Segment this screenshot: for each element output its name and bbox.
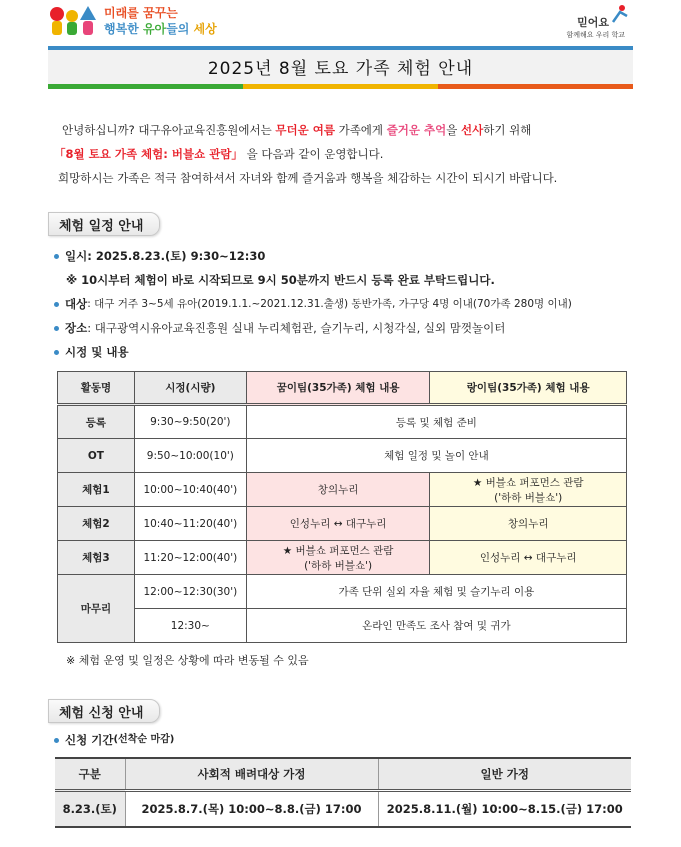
bullet-icon bbox=[54, 350, 59, 355]
table-row bbox=[58, 439, 627, 473]
table-header-row bbox=[58, 372, 627, 405]
cell-line: ★ 버블쇼 퍼포먼스 관람 bbox=[282, 544, 394, 557]
table-row bbox=[58, 507, 627, 541]
slogan-part: 행복한 bbox=[104, 22, 143, 36]
team-b-cell: 인성누리 ↔ 대구누리 bbox=[430, 541, 627, 575]
time-cell: 9:50~10:00(10') bbox=[134, 439, 246, 473]
item-label: 장소 bbox=[65, 321, 88, 335]
bullet-icon bbox=[54, 254, 59, 259]
time-cell: 10:40~11:20(40') bbox=[134, 507, 246, 541]
intro-text: 을 bbox=[446, 123, 462, 137]
list-item-place bbox=[54, 316, 572, 340]
team-a-cell bbox=[246, 541, 430, 575]
table-row bbox=[55, 790, 631, 827]
item-value: : 대구 거주 3~5세 유아(2019.1.1.~2021.12.31.출생) 동반가족, 가구당 4명 이내(70가족 280명 이내) bbox=[87, 298, 572, 310]
bullet-icon bbox=[54, 302, 59, 307]
header-cell: 구분 bbox=[55, 758, 125, 790]
content-cell: 가족 단위 실외 자율 체험 및 슬기누리 이용 bbox=[246, 575, 626, 609]
header-cell: 랑이팀(35가족) 체험 내용 bbox=[430, 372, 627, 405]
item-sub: (선착순 마감) bbox=[113, 734, 175, 745]
intro-line2 bbox=[54, 142, 639, 166]
header-cell: 꿈이팀(35가족) 체험 내용 bbox=[246, 372, 430, 405]
table-row bbox=[58, 541, 627, 575]
activity-cell: 마무리 bbox=[58, 575, 135, 643]
cell-line: ★ 버블쇼 퍼포먼스 관람 bbox=[472, 476, 584, 489]
schedule-table bbox=[57, 371, 627, 643]
item-label: 신청 기간 bbox=[65, 733, 114, 747]
list-item-date bbox=[54, 244, 572, 268]
intro-text: 가족에게 bbox=[334, 123, 387, 137]
item-label: 대상 bbox=[65, 297, 88, 311]
apply-table bbox=[55, 757, 631, 828]
list-item-schedule bbox=[54, 340, 572, 364]
intro-text: 희망하시는 가족은 적극 참여하셔서 자녀와 함께 즐거움과 행복을 체감하는 시간이 되시기 바랍니다. bbox=[58, 171, 558, 185]
time-cell: 12:00~12:30(30') bbox=[134, 575, 246, 609]
kids-mascot-icon bbox=[48, 4, 98, 38]
page-title: 2025년 8월 토요 가족 체험 안내 bbox=[207, 59, 474, 79]
intro-text: 을 다음과 같이 운영합니다. bbox=[246, 147, 384, 161]
slogan-part: 들의 bbox=[166, 22, 194, 36]
item-value: : 대구광역시유아교육진흥원 실내 누리체험관, 슬기누리, 시청각실, 실외 맘껏놀이터 bbox=[87, 321, 506, 335]
bar-green bbox=[48, 84, 243, 89]
section-tab-apply bbox=[48, 699, 160, 723]
activity-cell: OT bbox=[58, 439, 135, 473]
date-cell: 8.23.(토) bbox=[55, 790, 125, 827]
bullet-icon bbox=[54, 738, 59, 743]
content-cell: 온라인 만족도 조사 참여 및 귀가 bbox=[246, 609, 626, 643]
header-cell: 일반 가정 bbox=[378, 758, 631, 790]
bar-orange bbox=[438, 84, 633, 89]
bar-yellow bbox=[243, 84, 438, 89]
content-cell: 체험 일정 및 놀이 안내 bbox=[246, 439, 626, 473]
activity-cell: 체험3 bbox=[58, 541, 135, 575]
table-row bbox=[58, 473, 627, 507]
intro-line3 bbox=[54, 166, 639, 190]
section-tab-label: 체험 일정 안내 bbox=[59, 218, 144, 234]
header-cell: 사회적 배려대상 가정 bbox=[125, 758, 378, 790]
intro-highlight: 즐거운 추억 bbox=[386, 123, 447, 137]
cell-line: ('하하 버블쇼') bbox=[494, 491, 563, 504]
activity-cell: 체험1 bbox=[58, 473, 135, 507]
table-row bbox=[58, 405, 627, 439]
time-cell: 12:30~ bbox=[134, 609, 246, 643]
intro-highlight: 선사 bbox=[461, 123, 484, 137]
content-cell: 등록 및 체험 준비 bbox=[246, 405, 626, 439]
intro-highlight: 무더운 여름 bbox=[275, 123, 335, 137]
item-label: 시정 및 내용 bbox=[65, 345, 129, 359]
intro-text: 안녕하십니까? 대구유아교육진흥원에서는 bbox=[62, 123, 276, 137]
intro-line1 bbox=[54, 118, 639, 142]
activity-cell: 등록 bbox=[58, 405, 135, 439]
star-figure-icon bbox=[607, 4, 629, 24]
bullet-icon bbox=[54, 326, 59, 331]
item-value: : 2025.8.23.(토) 9:30~12:30 bbox=[87, 249, 266, 263]
activity-cell: 체험2 bbox=[58, 507, 135, 541]
team-b-cell: 창의누리 bbox=[430, 507, 627, 541]
slogan-line2 bbox=[104, 21, 217, 37]
title-color-bar bbox=[48, 84, 633, 89]
intro-text: 하기 위해 bbox=[483, 123, 532, 137]
general-period-cell: 2025.8.11.(월) 10:00~8.15.(금) 17:00 bbox=[378, 790, 631, 827]
time-cell: 9:30~9:50(20') bbox=[134, 405, 246, 439]
item-label: 일시 bbox=[65, 249, 88, 263]
apply-info-list bbox=[54, 728, 174, 752]
slogan-part: 세상 bbox=[193, 22, 217, 36]
team-a-cell: 창의누리 bbox=[246, 473, 430, 507]
header-slogan bbox=[104, 5, 217, 37]
title-bar bbox=[48, 46, 633, 86]
title-box bbox=[48, 50, 633, 86]
schedule-footnote: ※ 체험 운영 및 일정은 상황에 따라 변동될 수 있음 bbox=[66, 654, 309, 667]
slogan-part: 유아 bbox=[142, 22, 167, 36]
list-item-target bbox=[54, 292, 572, 316]
right-logo bbox=[566, 6, 625, 40]
intro-paragraph bbox=[54, 118, 639, 190]
table-row bbox=[58, 609, 627, 643]
right-logo-text: 믿어요 bbox=[577, 16, 609, 29]
schedule-info-list bbox=[54, 244, 572, 364]
header-cell: 활동명 bbox=[58, 372, 135, 405]
left-logo bbox=[48, 4, 217, 38]
team-a-cell: 인성누리 ↔ 대구누리 bbox=[246, 507, 430, 541]
team-b-cell bbox=[430, 473, 627, 507]
time-cell: 11:20~12:00(40') bbox=[134, 541, 246, 575]
time-cell: 10:00~10:40(40') bbox=[134, 473, 246, 507]
intro-highlight: 「8월 토요 가족 체험: 버블쇼 관람」 bbox=[54, 147, 243, 161]
section-tab-schedule bbox=[48, 212, 160, 236]
priority-period-cell: 2025.8.7.(목) 10:00~8.8.(금) 17:00 bbox=[125, 790, 378, 827]
right-logo-subtext: 함께해요 우리 학교 bbox=[566, 31, 625, 39]
table-row bbox=[58, 575, 627, 609]
list-item-period bbox=[54, 728, 174, 752]
list-item-date-note: ※ 10시부터 체험이 바로 시작되므로 9시 50분까지 반드시 등록 완료 부탁드립니다. bbox=[66, 273, 495, 287]
header-cell: 시정(시량) bbox=[134, 372, 246, 405]
table-header-row bbox=[55, 758, 631, 790]
section-tab-label: 체험 신청 안내 bbox=[59, 705, 144, 721]
slogan-line1: 미래를 꿈꾸는 bbox=[104, 6, 178, 20]
page-header bbox=[48, 4, 633, 44]
cell-line: ('하하 버블쇼') bbox=[304, 559, 373, 572]
